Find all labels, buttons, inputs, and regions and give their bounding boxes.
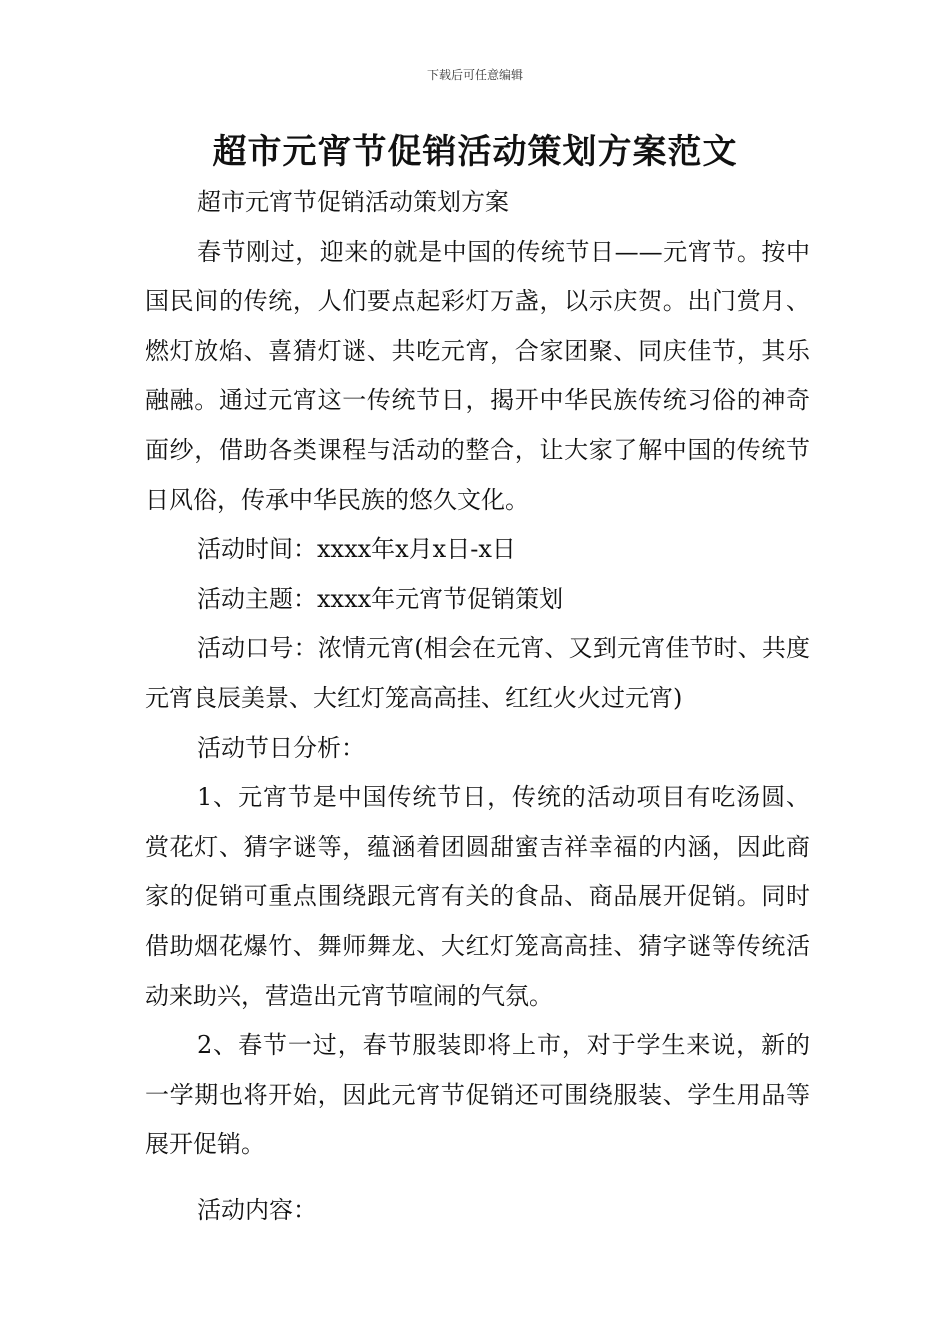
activity-time-paragraph: 活动时间：xxxx年x月x日-x日 (197, 535, 516, 564)
activity-content-heading: 活动内容： (197, 1195, 317, 1224)
holiday-analysis-heading: 活动节日分析： (197, 733, 365, 762)
document-title: 超市元宵节促销活动策划方案范文 (212, 132, 738, 172)
analysis-item-1: 1、元宵节是中国传统节日，传统的活动项目有吃汤圆、赏花灯、猜字谜等，蕴涵着团圆甜蜜吉祥幸福的内涵，因此商家的促销可重点围绕跟元宵有关的食品、商品展开促销。同时借助烟花爆竹、舞师舞龙、大红灯笼高高挂、猜字谜等传统活动来助兴，营造出元宵节喧闹的气氛。 (145, 783, 810, 1010)
intro-paragraph: 春节刚过，迎来的就是中国的传统节日——元宵节。按中国民间的传统，人们要点起彩灯万盏，以示庆贺。出门赏月、燃灯放焰、喜猜灯谜、共吃元宵，合家团聚、同庆佳节，其乐融融。通过元宵这一传统节日，揭开中华民族传统习俗的神奇面纱，借助各类课程与活动的整合，让大家了解中国的传统节日风俗，传承中华民族的悠久文化。 (145, 237, 810, 514)
activity-slogan-paragraph: 活动口号：浓情元宵(相会在元宵、又到元宵佳节时、共度元宵良辰美景、大红灯笼高高挂、红红火火过元宵) (145, 634, 810, 712)
paragraph-spacer (145, 1170, 810, 1186)
document-body (145, 178, 810, 1235)
analysis-item-2: 2、春节一过，春节服装即将上市，对于学生来说，新的一学期也将开始，因此元宵节促销还可围绕服装、学生用品等展开促销。 (145, 1031, 810, 1159)
subtitle-paragraph: 超市元宵节促销活动策划方案 (197, 188, 509, 216)
header-note: 下载后可任意编辑 (426, 68, 523, 82)
activity-theme-paragraph: 活动主题：xxxx年元宵节促销策划 (197, 584, 564, 613)
